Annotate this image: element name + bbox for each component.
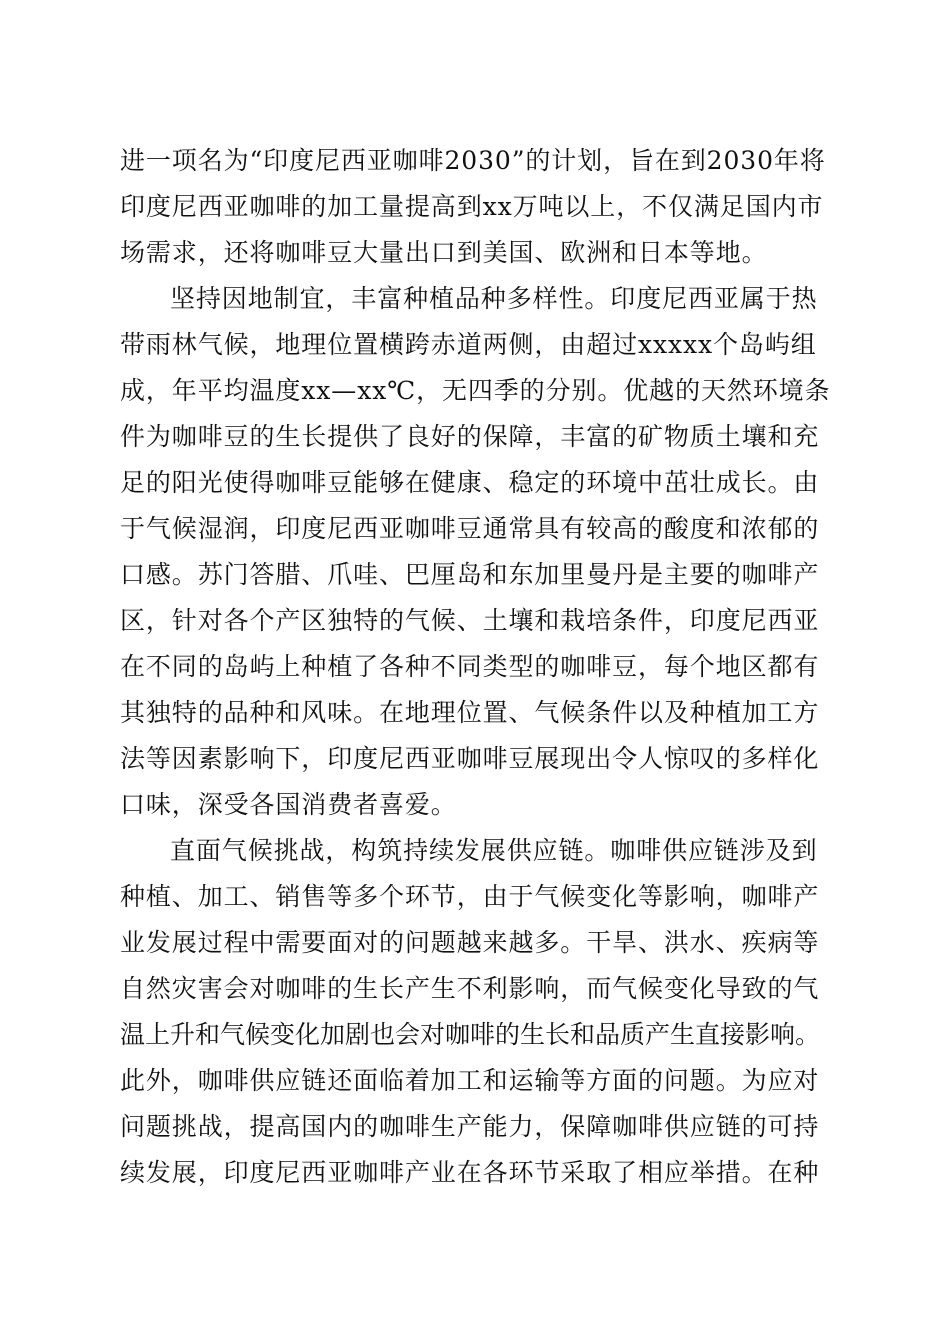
text-line: 区，针对各个产区独特的气候、土壤和栽培条件，印度尼西亚: [120, 606, 820, 635]
text-line: 在不同的岛屿上种植了各种不同类型的咖啡豆，每个地区都有: [120, 652, 820, 681]
text-line: 此外，咖啡供应链还面临着加工和运输等方面的问题。为应对: [120, 1066, 820, 1095]
text-line: 场需求，还将咖啡豆大量出口到美国、欧洲和日本等地。: [120, 238, 768, 267]
text-line: 种植、加工、销售等多个环节，由于气候变化等影响，咖啡产: [120, 882, 820, 911]
text-line: 于气候湿润，印度尼西亚咖啡豆通常具有较高的酸度和浓郁的: [120, 514, 820, 543]
text-line: 续发展，印度尼西亚咖啡产业在各环节采取了相应举措。在种: [120, 1158, 820, 1187]
text-line: 温上升和气候变化加剧也会对咖啡的生长和品质产生直接影响。: [120, 1020, 821, 1049]
text-line: 业发展过程中需要面对的问题越来越多。干旱、洪水、疾病等: [120, 928, 820, 957]
text-line: 件为咖啡豆的生长提供了良好的保障，丰富的矿物质土壤和充: [120, 422, 820, 451]
text-line: 法等因素影响下，印度尼西亚咖啡豆展现出令人惊叹的多样化: [120, 744, 820, 773]
text-line: 坚持因地制宜，丰富种植品种多样性。印度尼西亚属于热: [170, 284, 818, 313]
text-line: 足的阳光使得咖啡豆能够在健康、稳定的环境中茁壮成长。由: [120, 468, 820, 497]
text-line: 成，年平均温度xx—xx℃，无四季的分别。优越的天然环境条: [120, 376, 831, 405]
text-line: 其独特的品种和风味。在地理位置、气候条件以及种植加工方: [120, 698, 820, 727]
text-line: 口感。苏门答腊、爪哇、巴厘岛和东加里曼丹是主要的咖啡产: [120, 560, 820, 589]
text-line: 自然灾害会对咖啡的生长产生不利影响，而气候变化导致的气: [120, 974, 820, 1003]
text-line: 问题挑战，提高国内的咖啡生产能力，保障咖啡供应链的可持: [120, 1112, 820, 1141]
text-line: 带雨林气候，地理位置横跨赤道两侧，由超过xxxxx个岛屿组: [120, 330, 817, 359]
text-line: 印度尼西亚咖啡的加工量提高到xx万吨以上，不仅满足国内市: [120, 192, 824, 221]
text-line: 直面气候挑战，构筑持续发展供应链。咖啡供应链涉及到: [170, 836, 818, 865]
text-line: 口味，深受各国消费者喜爱。: [120, 790, 457, 819]
text-line: 进一项名为“印度尼西亚咖啡2030”的计划，旨在到2030年将: [120, 146, 826, 175]
